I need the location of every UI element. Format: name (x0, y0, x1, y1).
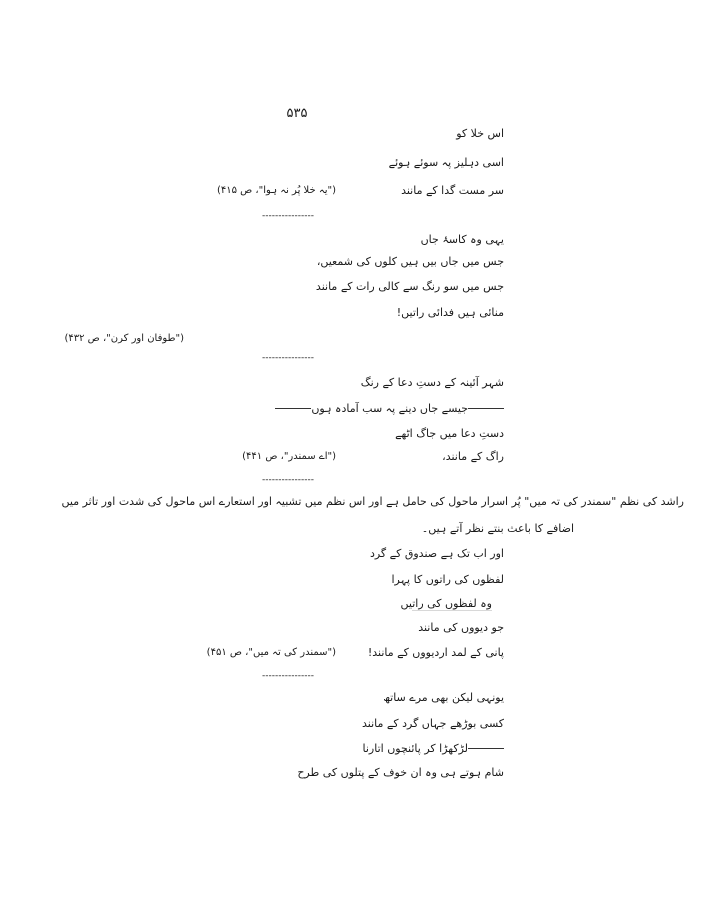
leading-dash (468, 408, 504, 409)
prose-line: راشد کی نظم "سمندر کی تہ میں" پُر اسرار ماحول کی حامل ہے اور اس نظم میں تشبیہ اور استعارے اس ماحول کی شدت اور تاثر میں (61, 495, 684, 508)
citation: ("سمندر کی تہ میں"، ص ۴۵۱) (206, 647, 336, 658)
verse-line: جو دیووں کی مانند (418, 621, 504, 634)
faint-rule (412, 610, 492, 611)
prose-line: اضافے کا باعث بنتے نظر آتے ہیں۔ (421, 522, 574, 535)
verse-line: یونہی لیکن بھی مرے ساتھ (383, 691, 504, 704)
verse-line: لفظوں کی راتوں کا پہرا (391, 573, 504, 586)
verse-line: اور اب تک ہے صندوق کے گرد (369, 547, 504, 560)
section-divider: ---------------- (262, 353, 314, 363)
citation: ("یہ خلا پُر نہ ہوا"، ص ۴۱۵) (216, 185, 336, 196)
verse-line: شہر آئینہ کے دستِ دعا کے رنگ (360, 376, 504, 389)
verse-line-text: جیسے جاں دینے پہ سب آمادہ ہوں (311, 402, 468, 415)
citation: ("طوفان اور کرن"، ص ۴۳۲) (64, 333, 184, 344)
trailing-dash (468, 748, 504, 749)
trailing-dash (275, 408, 311, 409)
verse-line: جس میں سو رنگ سے کالی رات کے مانند (315, 280, 504, 293)
verse-line: یہی وہ کاسۂ جاں (420, 233, 504, 246)
page-number: ۵۳۵ (286, 106, 308, 121)
verse-line-with-dash (275, 401, 504, 417)
verse-line: سر مست گدا کے مانند (401, 184, 504, 197)
verse-line: وہ لفظوں کی راتیں (400, 597, 492, 610)
verse-line: شام ہوتے ہی وہ ان خوف کے پتلوں کی طرح (297, 766, 504, 779)
section-divider: ---------------- (262, 475, 314, 485)
verse-line: کسی بوڑھے جہاں گرد کے مانند (362, 717, 504, 730)
verse-line: راگ کے مانند، (442, 450, 504, 463)
verse-line: اسی دہلیز پہ سوئے ہوئے (388, 156, 504, 169)
verse-line: اس خلا کو (456, 127, 504, 140)
verse-line: منائی ہیں فدائی راتیں! (396, 306, 504, 319)
verse-line: پانی کے لمد اردیووں کے مانند! (367, 646, 504, 659)
section-divider: ---------------- (262, 211, 314, 221)
verse-line-text: لڑکھڑا کر پائنچوں اتارنا (362, 742, 468, 755)
verse-line-with-dash (363, 741, 505, 757)
citation: ("اے سمندر"، ص ۴۴۱) (242, 451, 336, 462)
verse-line: جس میں جاں بیں ہیں کلوں کی شمعیں، (316, 255, 504, 268)
verse-line: دستِ دعا میں جاگ اٹھے (395, 427, 504, 440)
section-divider: ---------------- (262, 671, 314, 681)
